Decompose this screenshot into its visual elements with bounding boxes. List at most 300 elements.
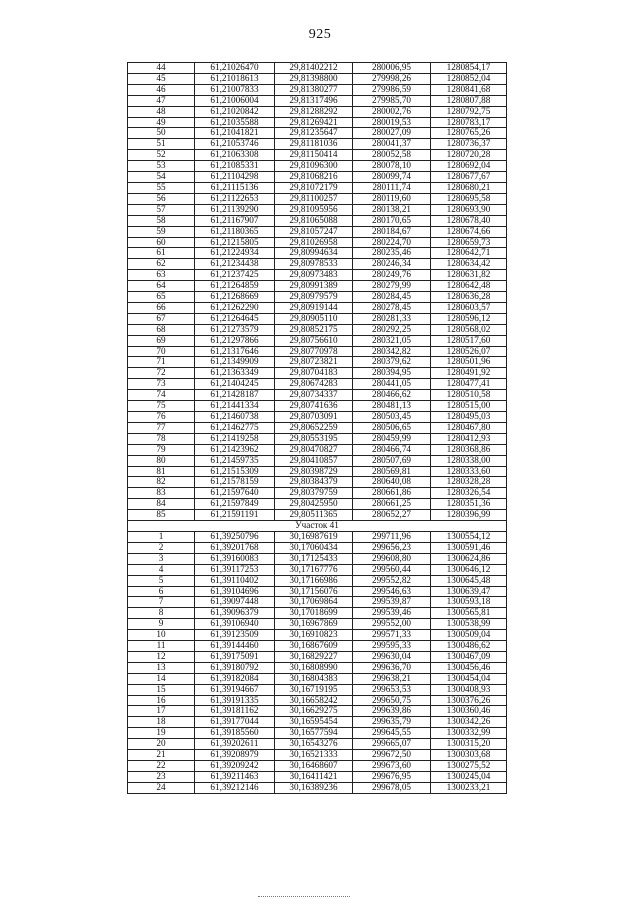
y-coordinate-cell: 1280634,42 (431, 259, 507, 270)
table-row (128, 510, 507, 521)
longitude-cell: 29,80994634 (275, 248, 353, 259)
x-coordinate-cell: 299676,95 (353, 771, 431, 782)
latitude-cell: 61,21020842 (195, 106, 275, 117)
latitude-cell: 61,39144460 (195, 641, 275, 652)
point-number-cell: 68 (128, 324, 195, 335)
latitude-cell: 61,21441334 (195, 401, 275, 412)
longitude-cell: 29,81398800 (275, 73, 353, 84)
x-coordinate-cell: 299552,82 (353, 575, 431, 586)
table-row (128, 95, 507, 106)
point-number-cell: 84 (128, 499, 195, 510)
longitude-cell: 29,81057247 (275, 226, 353, 237)
longitude-cell: 29,80770978 (275, 346, 353, 357)
point-number-cell: 63 (128, 270, 195, 281)
longitude-cell: 29,81095956 (275, 204, 353, 215)
longitude-cell: 30,16867609 (275, 641, 353, 652)
table-row (128, 673, 507, 684)
longitude-cell: 29,80553195 (275, 433, 353, 444)
point-number-cell: 81 (128, 466, 195, 477)
table-row (128, 182, 507, 193)
point-number-cell: 77 (128, 422, 195, 433)
longitude-cell: 30,17166986 (275, 575, 353, 586)
table-row (128, 150, 507, 161)
point-number-cell: 85 (128, 510, 195, 521)
y-coordinate-cell: 1280720,28 (431, 150, 507, 161)
point-number-cell: 1 (128, 531, 195, 542)
x-coordinate-cell: 299656,23 (353, 542, 431, 553)
latitude-cell: 61,21018613 (195, 73, 275, 84)
x-coordinate-cell: 280441,05 (353, 379, 431, 390)
longitude-cell: 29,81100257 (275, 193, 353, 204)
table-row (128, 455, 507, 466)
point-number-cell: 65 (128, 292, 195, 303)
longitude-cell: 30,17069864 (275, 597, 353, 608)
x-coordinate-cell: 299635,79 (353, 717, 431, 728)
latitude-cell: 61,21423962 (195, 444, 275, 455)
latitude-cell: 61,39211463 (195, 771, 275, 782)
x-coordinate-cell: 280170,65 (353, 215, 431, 226)
y-coordinate-cell: 1280693,90 (431, 204, 507, 215)
longitude-cell: 30,16910823 (275, 630, 353, 641)
y-coordinate-cell: 1300593,18 (431, 597, 507, 608)
y-coordinate-cell: 1280477,41 (431, 379, 507, 390)
point-number-cell: 45 (128, 73, 195, 84)
point-number-cell: 3 (128, 553, 195, 564)
x-coordinate-cell: 280052,58 (353, 150, 431, 161)
latitude-cell: 61,21215805 (195, 237, 275, 248)
point-number-cell: 8 (128, 608, 195, 619)
latitude-cell: 61,21237425 (195, 270, 275, 281)
y-coordinate-cell: 1280495,03 (431, 412, 507, 423)
x-coordinate-cell: 299608,80 (353, 553, 431, 564)
x-coordinate-cell: 299678,05 (353, 782, 431, 793)
table-row (128, 63, 507, 74)
point-number-cell: 20 (128, 739, 195, 750)
point-number-cell: 2 (128, 542, 195, 553)
x-coordinate-cell: 280661,25 (353, 499, 431, 510)
point-number-cell: 6 (128, 586, 195, 597)
table-row (128, 433, 507, 444)
y-coordinate-cell: 1280338,00 (431, 455, 507, 466)
latitude-cell: 61,21262290 (195, 302, 275, 313)
longitude-cell: 29,80734337 (275, 390, 353, 401)
table-row (128, 292, 507, 303)
longitude-cell: 29,80723821 (275, 357, 353, 368)
table-row (128, 619, 507, 630)
table-row (128, 477, 507, 488)
table-row (128, 128, 507, 139)
y-coordinate-cell: 1280467,80 (431, 422, 507, 433)
y-coordinate-cell: 1280765,26 (431, 128, 507, 139)
x-coordinate-cell: 299650,75 (353, 695, 431, 706)
point-number-cell: 71 (128, 357, 195, 368)
coordinates-table (127, 62, 507, 794)
longitude-cell: 30,16543276 (275, 739, 353, 750)
longitude-cell: 30,16987619 (275, 531, 353, 542)
latitude-cell: 61,39181162 (195, 706, 275, 717)
x-coordinate-cell: 299653,53 (353, 684, 431, 695)
longitude-cell: 29,80979579 (275, 292, 353, 303)
y-coordinate-cell: 1280642,48 (431, 281, 507, 292)
x-coordinate-cell: 299539,87 (353, 597, 431, 608)
table-row (128, 706, 507, 717)
latitude-cell: 61,39201768 (195, 542, 275, 553)
y-coordinate-cell: 1300486,62 (431, 641, 507, 652)
longitude-cell: 29,81402212 (275, 63, 353, 74)
x-coordinate-cell: 280019,53 (353, 117, 431, 128)
latitude-cell: 61,39104696 (195, 586, 275, 597)
latitude-cell: 61,21104298 (195, 172, 275, 183)
y-coordinate-cell: 1280807,88 (431, 95, 507, 106)
y-coordinate-cell: 1280852,04 (431, 73, 507, 84)
longitude-cell: 30,16389236 (275, 782, 353, 793)
latitude-cell: 61,39177044 (195, 717, 275, 728)
table-row (128, 466, 507, 477)
latitude-cell: 61,21139290 (195, 204, 275, 215)
table-row (128, 117, 507, 128)
latitude-cell: 61,21063308 (195, 150, 275, 161)
latitude-cell: 61,21591191 (195, 510, 275, 521)
point-number-cell: 60 (128, 237, 195, 248)
point-number-cell: 14 (128, 673, 195, 684)
x-coordinate-cell: 299672,50 (353, 750, 431, 761)
point-number-cell: 54 (128, 172, 195, 183)
latitude-cell: 61,21026470 (195, 63, 275, 74)
latitude-cell: 61,39117253 (195, 564, 275, 575)
latitude-cell: 61,21268669 (195, 292, 275, 303)
table-row (128, 401, 507, 412)
x-coordinate-cell: 280652,27 (353, 510, 431, 521)
y-coordinate-cell: 1300245,04 (431, 771, 507, 782)
longitude-cell: 29,80919144 (275, 302, 353, 313)
x-coordinate-cell: 280078,10 (353, 161, 431, 172)
x-coordinate-cell: 299639,86 (353, 706, 431, 717)
longitude-cell: 30,16808990 (275, 662, 353, 673)
y-coordinate-cell: 1300376,26 (431, 695, 507, 706)
longitude-cell: 30,16804383 (275, 673, 353, 684)
y-coordinate-cell: 1280603,57 (431, 302, 507, 313)
x-coordinate-cell: 299711,96 (353, 531, 431, 542)
longitude-cell: 29,81317496 (275, 95, 353, 106)
point-number-cell: 73 (128, 379, 195, 390)
table-row (128, 575, 507, 586)
latitude-cell: 61,21578159 (195, 477, 275, 488)
x-coordinate-cell: 279986,59 (353, 84, 431, 95)
latitude-cell: 61,21597849 (195, 499, 275, 510)
bottom-dotted-line (258, 896, 350, 897)
latitude-cell: 61,39175091 (195, 651, 275, 662)
longitude-cell: 30,16595454 (275, 717, 353, 728)
longitude-cell: 29,81026958 (275, 237, 353, 248)
longitude-cell: 30,17156076 (275, 586, 353, 597)
x-coordinate-cell: 299546,63 (353, 586, 431, 597)
longitude-cell: 30,16658242 (275, 695, 353, 706)
y-coordinate-cell: 1300645,48 (431, 575, 507, 586)
y-coordinate-cell: 1280636,28 (431, 292, 507, 303)
longitude-cell: 30,17167776 (275, 564, 353, 575)
point-number-cell: 50 (128, 128, 195, 139)
latitude-cell: 61,21349909 (195, 357, 275, 368)
x-coordinate-cell: 299552,00 (353, 619, 431, 630)
y-coordinate-cell: 1280692,04 (431, 161, 507, 172)
longitude-cell: 29,81181036 (275, 139, 353, 150)
x-coordinate-cell: 299636,70 (353, 662, 431, 673)
latitude-cell: 61,39194667 (195, 684, 275, 695)
y-coordinate-cell: 1280351,36 (431, 499, 507, 510)
longitude-cell: 29,80511365 (275, 510, 353, 521)
x-coordinate-cell: 280224,70 (353, 237, 431, 248)
longitude-cell: 30,16967869 (275, 619, 353, 630)
table-row (128, 248, 507, 259)
x-coordinate-cell: 280184,67 (353, 226, 431, 237)
table-row (128, 139, 507, 150)
table-row (128, 161, 507, 172)
y-coordinate-cell: 1300342,26 (431, 717, 507, 728)
table-row (128, 586, 507, 597)
y-coordinate-cell: 1280517,60 (431, 335, 507, 346)
longitude-cell: 29,80384379 (275, 477, 353, 488)
coordinates-table-body (128, 63, 507, 794)
x-coordinate-cell: 280459,99 (353, 433, 431, 444)
latitude-cell: 61,21460738 (195, 412, 275, 423)
longitude-cell: 29,81288292 (275, 106, 353, 117)
y-coordinate-cell: 1280412,93 (431, 433, 507, 444)
x-coordinate-cell: 280279,99 (353, 281, 431, 292)
longitude-cell: 29,80741636 (275, 401, 353, 412)
x-coordinate-cell: 280661,86 (353, 488, 431, 499)
table-row (128, 488, 507, 499)
x-coordinate-cell: 280466,62 (353, 390, 431, 401)
longitude-cell: 29,81065088 (275, 215, 353, 226)
longitude-cell: 29,80978533 (275, 259, 353, 270)
point-number-cell: 61 (128, 248, 195, 259)
longitude-cell: 29,80905110 (275, 313, 353, 324)
table-row (128, 761, 507, 772)
y-coordinate-cell: 1300233,21 (431, 782, 507, 793)
latitude-cell: 61,21224934 (195, 248, 275, 259)
longitude-cell: 29,81235647 (275, 128, 353, 139)
table-row (128, 553, 507, 564)
table-row (128, 608, 507, 619)
x-coordinate-cell: 280281,33 (353, 313, 431, 324)
table-row (128, 335, 507, 346)
latitude-cell: 61,39202611 (195, 739, 275, 750)
point-number-cell: 59 (128, 226, 195, 237)
y-coordinate-cell: 1300565,81 (431, 608, 507, 619)
table-row (128, 412, 507, 423)
longitude-cell: 29,80756610 (275, 335, 353, 346)
longitude-cell: 29,80652259 (275, 422, 353, 433)
y-coordinate-cell: 1300467,09 (431, 651, 507, 662)
y-coordinate-cell: 1300332,99 (431, 728, 507, 739)
latitude-cell: 61,21035588 (195, 117, 275, 128)
y-coordinate-cell: 1300554,12 (431, 531, 507, 542)
y-coordinate-cell: 1300624,86 (431, 553, 507, 564)
latitude-cell: 61,21462775 (195, 422, 275, 433)
y-coordinate-cell: 1280680,21 (431, 182, 507, 193)
x-coordinate-cell: 299665,07 (353, 739, 431, 750)
point-number-cell: 15 (128, 684, 195, 695)
table-row (128, 564, 507, 575)
table-row (128, 739, 507, 750)
y-coordinate-cell: 1300456,46 (431, 662, 507, 673)
x-coordinate-cell: 299595,33 (353, 641, 431, 652)
point-number-cell: 10 (128, 630, 195, 641)
y-coordinate-cell: 1300360,46 (431, 706, 507, 717)
table-row (128, 270, 507, 281)
x-coordinate-cell: 280507,69 (353, 455, 431, 466)
table-row (128, 390, 507, 401)
table-row (128, 84, 507, 95)
table-row (128, 597, 507, 608)
y-coordinate-cell: 1280328,28 (431, 477, 507, 488)
y-coordinate-cell: 1280642,71 (431, 248, 507, 259)
latitude-cell: 61,39160083 (195, 553, 275, 564)
table-row (128, 728, 507, 739)
table-row (128, 172, 507, 183)
latitude-cell: 61,39208979 (195, 750, 275, 761)
table-row (128, 379, 507, 390)
x-coordinate-cell: 299630,04 (353, 651, 431, 662)
table-row (128, 750, 507, 761)
y-coordinate-cell: 1280792,75 (431, 106, 507, 117)
latitude-cell: 61,21459735 (195, 455, 275, 466)
x-coordinate-cell: 299560,44 (353, 564, 431, 575)
table-row (128, 73, 507, 84)
x-coordinate-cell: 280099,74 (353, 172, 431, 183)
x-coordinate-cell: 280569,81 (353, 466, 431, 477)
longitude-cell: 29,80398729 (275, 466, 353, 477)
y-coordinate-cell: 1280736,37 (431, 139, 507, 150)
y-coordinate-cell: 1300315,20 (431, 739, 507, 750)
table-row (128, 684, 507, 695)
y-coordinate-cell: 1280515,00 (431, 401, 507, 412)
x-coordinate-cell: 280119,60 (353, 193, 431, 204)
y-coordinate-cell: 1280674,66 (431, 226, 507, 237)
x-coordinate-cell: 299571,33 (353, 630, 431, 641)
latitude-cell: 61,21404245 (195, 379, 275, 390)
longitude-cell: 29,80410857 (275, 455, 353, 466)
point-number-cell: 19 (128, 728, 195, 739)
longitude-cell: 29,80852175 (275, 324, 353, 335)
table-row (128, 542, 507, 553)
latitude-cell: 61,39096379 (195, 608, 275, 619)
longitude-cell: 30,16829227 (275, 651, 353, 662)
table-row (128, 193, 507, 204)
latitude-cell: 61,21085331 (195, 161, 275, 172)
longitude-cell: 30,16719195 (275, 684, 353, 695)
point-number-cell: 53 (128, 161, 195, 172)
point-number-cell: 23 (128, 771, 195, 782)
latitude-cell: 61,39250796 (195, 531, 275, 542)
point-number-cell: 62 (128, 259, 195, 270)
x-coordinate-cell: 279985,70 (353, 95, 431, 106)
latitude-cell: 61,21297866 (195, 335, 275, 346)
point-number-cell: 11 (128, 641, 195, 652)
x-coordinate-cell: 280041,37 (353, 139, 431, 150)
latitude-cell: 61,39182084 (195, 673, 275, 684)
longitude-cell: 29,81150414 (275, 150, 353, 161)
x-coordinate-cell: 280138,21 (353, 204, 431, 215)
y-coordinate-cell: 1280368,86 (431, 444, 507, 455)
table-row (128, 346, 507, 357)
latitude-cell: 61,21180365 (195, 226, 275, 237)
latitude-cell: 61,39212146 (195, 782, 275, 793)
latitude-cell: 61,39110402 (195, 575, 275, 586)
point-number-cell: 4 (128, 564, 195, 575)
y-coordinate-cell: 1280854,17 (431, 63, 507, 74)
y-coordinate-cell: 1300509,04 (431, 630, 507, 641)
latitude-cell: 61,39180792 (195, 662, 275, 673)
point-number-cell: 74 (128, 390, 195, 401)
longitude-cell: 29,80379759 (275, 488, 353, 499)
longitude-cell: 30,17060434 (275, 542, 353, 553)
latitude-cell: 61,21419258 (195, 433, 275, 444)
x-coordinate-cell: 280246,34 (353, 259, 431, 270)
latitude-cell: 61,21006004 (195, 95, 275, 106)
longitude-cell: 29,81072179 (275, 182, 353, 193)
x-coordinate-cell: 280235,46 (353, 248, 431, 259)
point-number-cell: 17 (128, 706, 195, 717)
latitude-cell: 61,21053746 (195, 139, 275, 150)
y-coordinate-cell: 1300303,68 (431, 750, 507, 761)
table-row (128, 651, 507, 662)
y-coordinate-cell: 1280510,58 (431, 390, 507, 401)
point-number-cell: 46 (128, 84, 195, 95)
point-number-cell: 58 (128, 215, 195, 226)
latitude-cell: 61,21273579 (195, 324, 275, 335)
point-number-cell: 83 (128, 488, 195, 499)
point-number-cell: 18 (128, 717, 195, 728)
longitude-cell: 30,16521333 (275, 750, 353, 761)
point-number-cell: 7 (128, 597, 195, 608)
point-number-cell: 12 (128, 651, 195, 662)
point-number-cell: 64 (128, 281, 195, 292)
table-row (128, 302, 507, 313)
x-coordinate-cell: 280027,09 (353, 128, 431, 139)
longitude-cell: 30,17125433 (275, 553, 353, 564)
x-coordinate-cell: 299673,60 (353, 761, 431, 772)
table-row (128, 630, 507, 641)
table-row (128, 531, 507, 542)
latitude-cell: 61,39106940 (195, 619, 275, 630)
point-number-cell: 44 (128, 63, 195, 74)
point-number-cell: 52 (128, 150, 195, 161)
x-coordinate-cell: 280342,82 (353, 346, 431, 357)
longitude-cell: 29,80973483 (275, 270, 353, 281)
y-coordinate-cell: 1280526,07 (431, 346, 507, 357)
point-number-cell: 22 (128, 761, 195, 772)
latitude-cell: 61,21115136 (195, 182, 275, 193)
y-coordinate-cell: 1280659,73 (431, 237, 507, 248)
longitude-cell: 29,80674283 (275, 379, 353, 390)
point-number-cell: 72 (128, 368, 195, 379)
y-coordinate-cell: 1300591,46 (431, 542, 507, 553)
table-row (128, 368, 507, 379)
longitude-cell: 29,80704183 (275, 368, 353, 379)
table-row (128, 695, 507, 706)
point-number-cell: 9 (128, 619, 195, 630)
y-coordinate-cell: 1280326,54 (431, 488, 507, 499)
y-coordinate-cell: 1280841,68 (431, 84, 507, 95)
point-number-cell: 67 (128, 313, 195, 324)
y-coordinate-cell: 1280596,12 (431, 313, 507, 324)
latitude-cell: 61,39123509 (195, 630, 275, 641)
latitude-cell: 61,39191335 (195, 695, 275, 706)
longitude-cell: 29,81096300 (275, 161, 353, 172)
latitude-cell: 61,21363349 (195, 368, 275, 379)
latitude-cell: 61,21234438 (195, 259, 275, 270)
